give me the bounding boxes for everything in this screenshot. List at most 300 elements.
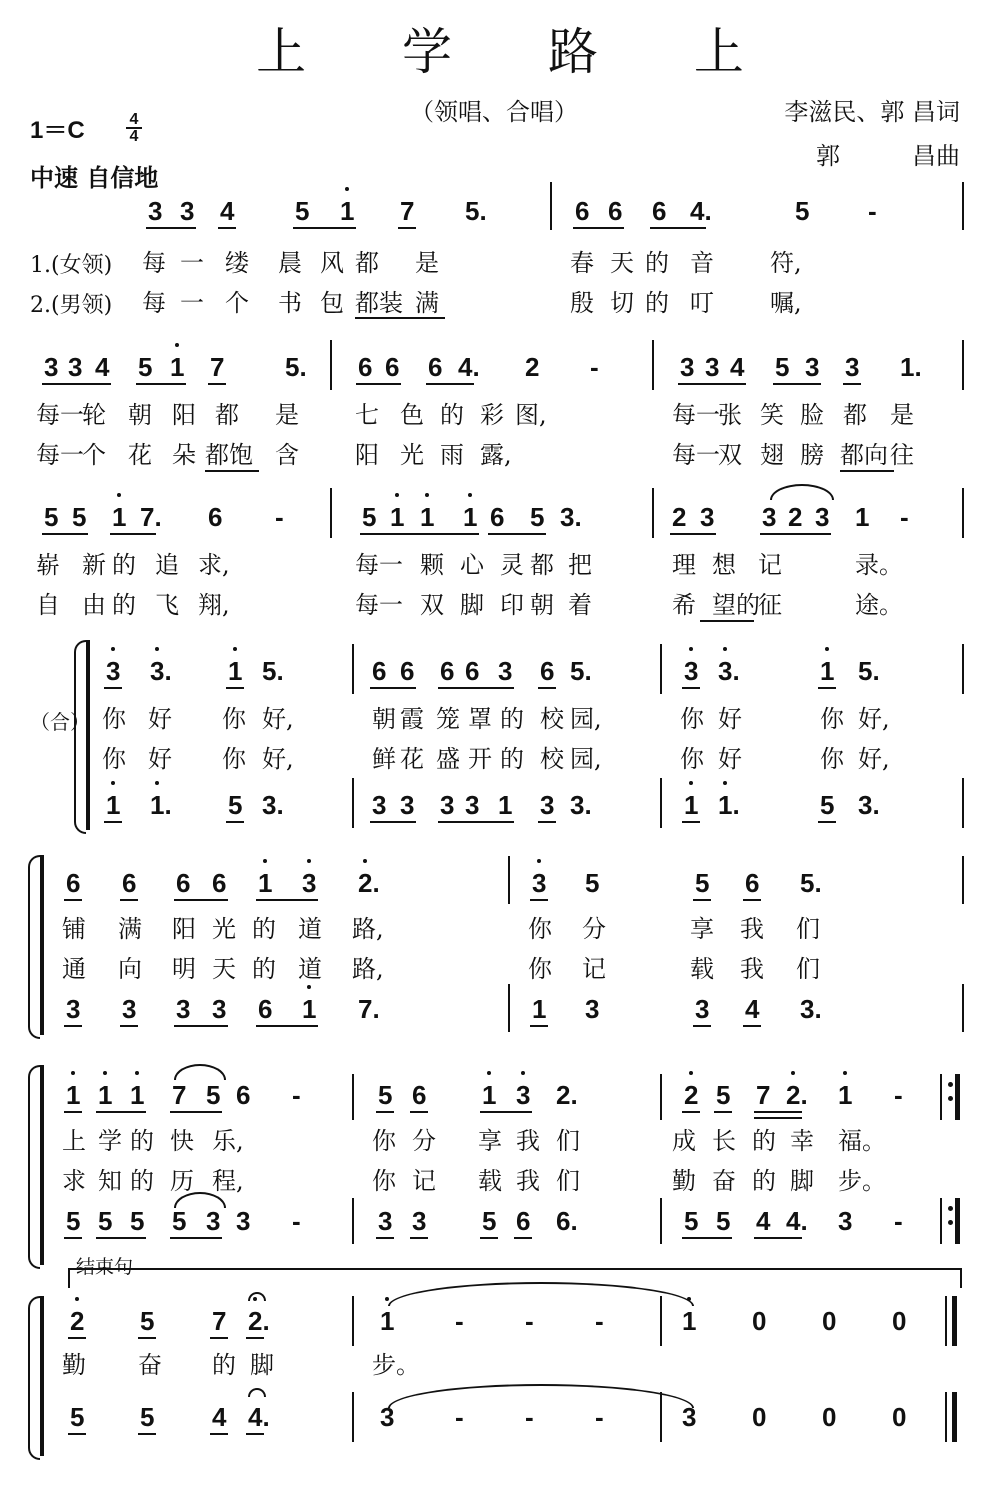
- beam: [426, 383, 474, 385]
- lyric-syllable: 颗: [420, 551, 444, 579]
- lyric-syllable: 音: [690, 249, 714, 277]
- beam: [843, 383, 861, 385]
- note: 0: [892, 1402, 907, 1432]
- note: 0: [752, 1306, 767, 1336]
- note: 3: [206, 1206, 221, 1236]
- beam: [42, 383, 111, 385]
- beam: [170, 1237, 222, 1239]
- barline: [945, 1296, 947, 1346]
- note: 1: [498, 790, 513, 820]
- beam: [398, 227, 416, 229]
- lyric-line: [0, 952, 1000, 986]
- lyric-syllable: 阳: [172, 915, 196, 943]
- lyric-syllable: 你: [820, 705, 844, 733]
- octave-dot: [537, 859, 541, 863]
- barline: [352, 1392, 354, 1442]
- lyric-syllable: 你: [102, 705, 126, 733]
- lyric-syllable: 光: [212, 915, 236, 943]
- beam: [480, 1111, 532, 1113]
- note: 1.: [718, 790, 740, 820]
- beam: [714, 1111, 732, 1113]
- lyric-syllable: 们: [796, 915, 820, 943]
- lyric-syllable: 鲜: [372, 745, 396, 773]
- note: 2.: [556, 1080, 578, 1110]
- lyric-line: [0, 548, 1000, 582]
- lyric-syllable: 快: [170, 1127, 194, 1155]
- note: 3: [762, 502, 777, 532]
- note: 1: [390, 502, 404, 532]
- lyric-syllable: 往: [890, 441, 914, 469]
- barline: [962, 644, 964, 694]
- beam: [438, 687, 514, 689]
- lyric-syllable: 长: [712, 1127, 736, 1155]
- octave-dot: [103, 1071, 107, 1075]
- octave-dot: [135, 1071, 139, 1075]
- lyric-syllable: 翔,: [198, 591, 230, 619]
- lyric-syllable: 包: [320, 289, 344, 317]
- lyric-syllable: 希: [672, 591, 696, 619]
- beam: [96, 1111, 146, 1113]
- note: 1: [340, 196, 354, 226]
- lyric-syllable: 你: [222, 745, 246, 773]
- lyric-line: [0, 912, 1000, 946]
- note: 2: [788, 502, 803, 532]
- note: -: [894, 1206, 903, 1236]
- note: 3: [532, 868, 546, 898]
- note: 3: [412, 1206, 427, 1236]
- lyric-syllable: 含: [275, 441, 299, 469]
- lyric-syllable: 笼: [436, 705, 460, 733]
- barline: [330, 340, 332, 390]
- lyric-syllable: 朝: [372, 705, 396, 733]
- beam: [174, 1025, 228, 1027]
- tie-slur: [174, 1064, 226, 1080]
- note: 6: [212, 868, 227, 898]
- note: 5.: [262, 656, 284, 686]
- lyric-syllable: 好: [718, 745, 742, 773]
- note: 1: [463, 502, 477, 532]
- note: 3: [302, 868, 316, 898]
- note: -: [595, 1306, 604, 1336]
- beam: [226, 687, 244, 689]
- lyric-syllable: 的: [645, 289, 669, 317]
- note: 7: [400, 196, 415, 226]
- verse-label: 2.(男领): [30, 293, 113, 318]
- note: -: [455, 1306, 464, 1336]
- note: 5: [228, 790, 243, 820]
- lyric-syllable: 每一: [36, 401, 84, 429]
- barline: [352, 1074, 354, 1120]
- lyric-syllable: 好,: [262, 745, 294, 773]
- note: 3: [380, 1402, 395, 1432]
- lyric-line: [0, 742, 1000, 776]
- note: 1: [302, 994, 316, 1024]
- lyric-line: [0, 246, 1000, 280]
- lyric-syllable: 追: [155, 551, 179, 579]
- note: 3: [176, 994, 191, 1024]
- beam: [256, 899, 318, 901]
- note: 4.: [690, 196, 712, 226]
- note: 6: [608, 196, 623, 226]
- note: 4.: [458, 352, 480, 382]
- lyric-syllable: 你: [102, 745, 126, 773]
- lyric-syllable: 奋: [138, 1351, 162, 1379]
- octave-dot: [117, 493, 121, 497]
- page-title: 上 学 路 上: [256, 23, 784, 81]
- lyric-syllable: 载: [478, 1167, 502, 1195]
- note: 3: [700, 502, 715, 532]
- barline: [955, 1198, 960, 1244]
- lyric-syllable: 上: [62, 1127, 86, 1155]
- note: 3: [682, 1402, 697, 1432]
- lyric-syllable: 都: [355, 249, 379, 277]
- lyric-syllable: 每一: [36, 441, 84, 469]
- barline: [352, 1198, 354, 1244]
- lyric-syllable: 载: [690, 955, 714, 983]
- barline: [962, 778, 964, 828]
- beam: [573, 227, 624, 229]
- note: 6: [745, 868, 760, 898]
- lyric-syllable: 春: [570, 249, 594, 277]
- note: 1: [66, 1080, 80, 1110]
- lyric-syllable: 翅: [760, 441, 784, 469]
- ending-bracket: [68, 1268, 962, 1288]
- octave-dot: [155, 647, 159, 651]
- note: 1: [258, 868, 272, 898]
- note: 1: [682, 1306, 696, 1336]
- octave-dot: [723, 647, 727, 651]
- note: 6: [258, 994, 273, 1024]
- lyric-syllable: 笑: [760, 401, 784, 429]
- note: 6: [385, 352, 400, 382]
- beam: [104, 821, 122, 823]
- note: 4.: [248, 1402, 270, 1432]
- note: 5: [482, 1206, 497, 1236]
- note: 3: [845, 352, 860, 382]
- barline: [660, 644, 662, 694]
- note: 4: [212, 1402, 227, 1432]
- lyric-syllable: 知: [98, 1167, 122, 1195]
- note: 1: [98, 1080, 112, 1110]
- note: 5.: [285, 352, 307, 382]
- lyric-syllable: 张: [718, 401, 742, 429]
- beam: [376, 1111, 394, 1113]
- tempo-marking: 中速 自信地: [30, 164, 159, 192]
- barline: [508, 984, 510, 1032]
- note: 2: [525, 352, 540, 382]
- beam: [650, 227, 706, 229]
- lyric-syllable: 你: [528, 915, 552, 943]
- octave-dot: [175, 343, 179, 347]
- note: -: [292, 1080, 301, 1110]
- lyric-syllable: 的: [112, 551, 136, 579]
- beam: [110, 533, 156, 535]
- note: -: [868, 196, 877, 226]
- note: 1: [130, 1080, 144, 1110]
- octave-dot: [395, 493, 399, 497]
- note: 3.: [262, 790, 284, 820]
- beam: [42, 533, 88, 535]
- lyric-syllable: 道: [298, 915, 322, 943]
- time-signature: [126, 112, 142, 144]
- lyric-syllable: 明: [172, 955, 196, 983]
- lyric-syllable: 都: [843, 401, 867, 429]
- note: 3.: [800, 994, 822, 1024]
- octave-dot: [155, 781, 159, 785]
- beam: [64, 1111, 82, 1113]
- lyric-syllable: 一: [180, 289, 204, 317]
- barline: [955, 1074, 960, 1120]
- note: 6: [465, 656, 480, 686]
- lyric-syllable: 我: [516, 1127, 540, 1155]
- lyric-syllable: 征: [758, 591, 782, 619]
- lyric-syllable: 想: [712, 551, 736, 579]
- note: 3: [400, 790, 415, 820]
- note: -: [275, 502, 284, 532]
- performance-note: （领唱、合唱）: [410, 98, 578, 126]
- lyric-syllable: 校: [540, 705, 564, 733]
- octave-dot: [345, 187, 349, 191]
- note: 3: [372, 790, 387, 820]
- beam: [743, 899, 761, 901]
- lyric-syllable: 幸: [790, 1127, 814, 1155]
- note: 5: [695, 868, 710, 898]
- lyric-syllable: 脸: [800, 401, 824, 429]
- note: -: [525, 1402, 534, 1432]
- barline: [352, 778, 354, 828]
- barline: [962, 488, 964, 538]
- beam: [68, 1433, 86, 1435]
- lyric-syllable: 望的: [712, 591, 760, 619]
- beam: [754, 1117, 802, 1119]
- note: 4: [756, 1206, 771, 1236]
- lyric-syllable: 一: [180, 249, 204, 277]
- barline: [962, 984, 964, 1032]
- beam: [104, 687, 122, 689]
- lyric-syllable: 的: [752, 1127, 776, 1155]
- beam: [410, 1111, 428, 1113]
- barline: [962, 856, 964, 904]
- lyric-syllable: 我: [740, 955, 764, 983]
- note: 6: [540, 656, 555, 686]
- note: 3: [440, 790, 455, 820]
- note: 6: [516, 1206, 531, 1236]
- octave-dot: [307, 985, 311, 989]
- lyric-underline: [700, 620, 754, 622]
- time-signature-top: 4: [126, 112, 142, 129]
- note: 6: [208, 502, 223, 532]
- lyric-syllable: 学: [98, 1127, 122, 1155]
- lyric-syllable: 们: [556, 1127, 580, 1155]
- note: 3: [148, 196, 163, 226]
- note: 7.: [358, 994, 380, 1024]
- lyric-syllable: 成: [672, 1127, 696, 1155]
- note: 3: [585, 994, 600, 1024]
- beam: [136, 383, 186, 385]
- lyric-syllable: 记: [582, 955, 606, 983]
- beam: [682, 1237, 732, 1239]
- lyric-syllable: 向: [118, 955, 142, 983]
- fermata: [248, 1388, 266, 1397]
- note: 3: [66, 994, 81, 1024]
- beam: [693, 899, 711, 901]
- note: 3: [68, 352, 83, 382]
- note: 3: [378, 1206, 393, 1236]
- beam: [293, 227, 356, 229]
- beam: [370, 687, 416, 689]
- beam: [818, 821, 836, 823]
- lyric-syllable: 着: [568, 591, 592, 619]
- lyric-syllable: 乐,: [212, 1127, 244, 1155]
- note: 5: [295, 196, 310, 226]
- barline: [962, 340, 964, 390]
- note: -: [900, 502, 909, 532]
- lyric-syllable: 自: [36, 591, 60, 619]
- note: 5: [172, 1206, 187, 1236]
- lyric-syllable: 是: [890, 401, 914, 429]
- note: 3: [838, 1206, 853, 1236]
- barline: [940, 1198, 942, 1244]
- note: 2.: [358, 868, 380, 898]
- fermata: [248, 1292, 266, 1301]
- lyric-syllable: 七: [355, 401, 379, 429]
- chorus-marker: （合）: [30, 710, 90, 734]
- note: 5: [378, 1080, 393, 1110]
- barline: [508, 856, 510, 904]
- note: -: [590, 352, 599, 382]
- beam: [68, 1337, 86, 1339]
- barline: [652, 488, 654, 538]
- note: 1: [532, 994, 547, 1024]
- note: 5: [362, 502, 377, 532]
- tie-slur: [770, 484, 834, 500]
- note: 1: [380, 1306, 394, 1336]
- barline: [550, 182, 552, 230]
- lyric-syllable: 书: [278, 289, 302, 317]
- lyric-syllable: 好: [718, 705, 742, 733]
- lyric-syllable: 把: [568, 551, 592, 579]
- note: 3.: [560, 502, 582, 532]
- note: 4: [220, 196, 235, 226]
- lyric-syllable: 你: [680, 745, 704, 773]
- note: 0: [822, 1402, 837, 1432]
- lyric-syllable: 的: [130, 1167, 154, 1195]
- note: 1.: [150, 790, 172, 820]
- lyric-syllable: 符,: [770, 249, 802, 277]
- beam: [246, 1433, 264, 1435]
- lyric-syllable: 的: [130, 1127, 154, 1155]
- note: 3.: [150, 656, 172, 686]
- note: 1: [820, 656, 834, 686]
- lyric-syllable: 勤: [672, 1167, 696, 1195]
- lyric-syllable: 的: [500, 745, 524, 773]
- lyric-syllable: 你: [372, 1167, 396, 1195]
- note: 0: [752, 1402, 767, 1432]
- note: 1: [170, 352, 184, 382]
- beam: [438, 821, 514, 823]
- note: 1: [112, 502, 126, 532]
- lyric-syllable: 双: [718, 441, 742, 469]
- lyric-syllable: 都: [530, 551, 554, 579]
- beam: [530, 899, 548, 901]
- lyric-syllable: 的: [440, 401, 464, 429]
- lyric-syllable: 膀: [800, 441, 824, 469]
- lyric-syllable: 记: [758, 551, 782, 579]
- lyric-syllable: 每一: [672, 441, 720, 469]
- note: 5: [795, 196, 810, 226]
- beam: [678, 383, 746, 385]
- system-brace: [74, 640, 86, 834]
- lyric-syllable: 花: [128, 441, 152, 469]
- lyric-syllable: 个: [225, 289, 249, 317]
- lyric-syllable: 脚: [790, 1167, 814, 1195]
- lyric-syllable: 朝: [128, 401, 152, 429]
- note: 3: [180, 196, 195, 226]
- lyric-syllable: 晨: [278, 249, 302, 277]
- beam: [120, 899, 138, 901]
- beam: [488, 533, 546, 535]
- octave-dot: [689, 1071, 693, 1075]
- lyric-syllable: 天: [212, 955, 236, 983]
- note: 5: [140, 1306, 155, 1336]
- note: 5: [775, 352, 790, 382]
- beam: [760, 533, 831, 535]
- lyric-syllable: 我: [516, 1167, 540, 1195]
- lyric-syllable: 好,: [858, 745, 890, 773]
- lyric-line: [0, 1348, 1000, 1382]
- note: 6: [122, 868, 137, 898]
- lyric-syllable: 图,: [515, 401, 547, 429]
- beam: [138, 1433, 156, 1435]
- beam: [538, 687, 556, 689]
- beam: [376, 1237, 394, 1239]
- barline: [962, 182, 964, 230]
- lyric-syllable: 好,: [262, 705, 294, 733]
- beam: [246, 1337, 264, 1339]
- lyric-syllable: 光: [400, 441, 424, 469]
- beam: [210, 1433, 228, 1435]
- lyric-syllable: 分: [582, 915, 606, 943]
- note: 3: [540, 790, 555, 820]
- octave-dot: [111, 781, 115, 785]
- lyric-syllable: 是: [415, 249, 439, 277]
- octave-dot: [689, 781, 693, 785]
- lyric-syllable: 开: [468, 745, 492, 773]
- lyric-syllable: 历: [170, 1167, 194, 1195]
- note: 7.: [140, 502, 162, 532]
- time-signature-bottom: 4: [129, 128, 139, 145]
- note: 7: [212, 1306, 227, 1336]
- repeat-dot: [948, 1082, 953, 1087]
- lyric-syllable: 花: [400, 745, 424, 773]
- lyric-syllable: 的: [500, 705, 524, 733]
- lyric-syllable: 脚: [460, 591, 484, 619]
- composer-credit: 郭 昌曲: [816, 142, 960, 170]
- octave-dot: [71, 1071, 75, 1075]
- lyric-syllable: 每: [142, 249, 166, 277]
- lyric-syllable: 途。: [855, 591, 903, 619]
- barline: [952, 1296, 957, 1346]
- barline: [330, 488, 332, 538]
- note: 3: [516, 1080, 530, 1110]
- lyric-syllable: 们: [556, 1167, 580, 1195]
- verse-label: 1.(女领): [30, 253, 113, 278]
- lyric-syllable: 校: [540, 745, 564, 773]
- octave-dot: [791, 1071, 795, 1075]
- octave-dot: [75, 1297, 79, 1301]
- note: 3: [44, 352, 59, 382]
- note: 3.: [858, 790, 880, 820]
